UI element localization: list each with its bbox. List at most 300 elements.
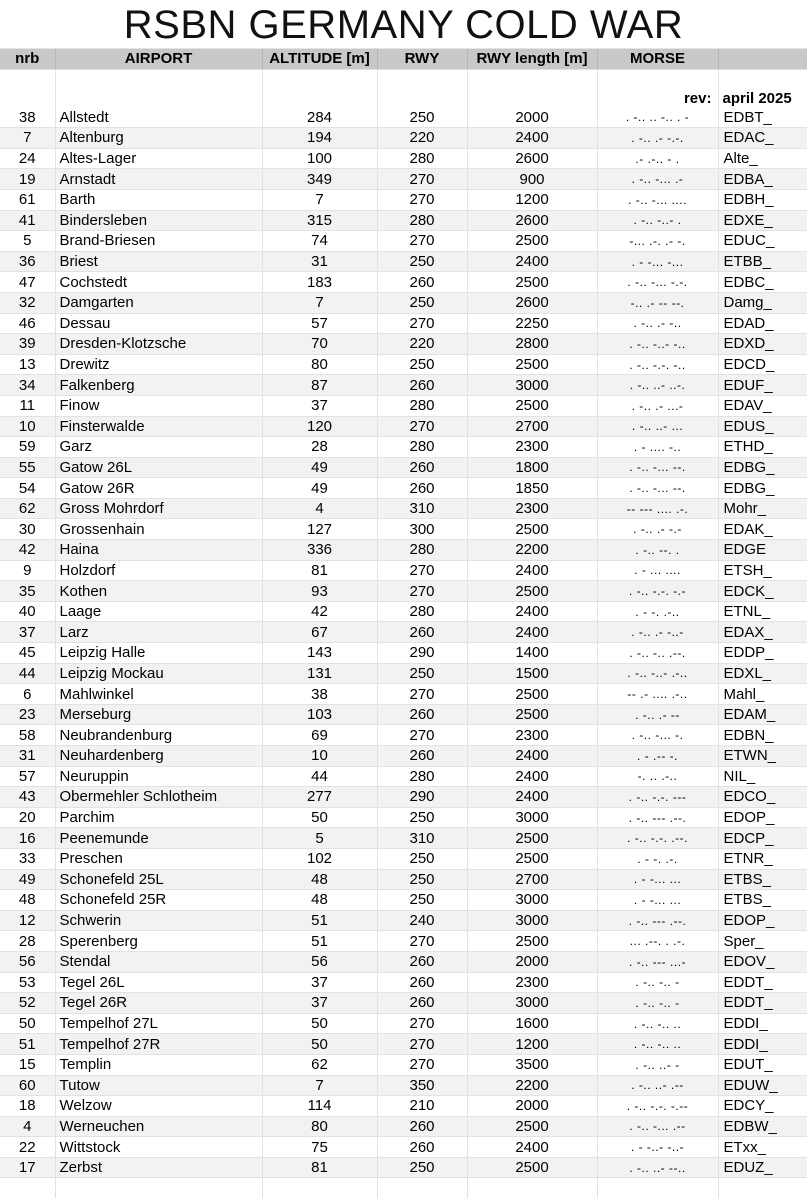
cell-airport[interactable]: Larz bbox=[55, 622, 262, 643]
cell-code[interactable]: EDBW_ bbox=[718, 1116, 807, 1137]
cell-morse[interactable]: . -.. ..- ..-. bbox=[597, 375, 718, 396]
cell-altitude[interactable]: 183 bbox=[262, 272, 377, 293]
cell-morse[interactable]: . -.. -... .- bbox=[597, 169, 718, 190]
cell[interactable] bbox=[377, 1178, 467, 1198]
cell-morse[interactable]: . -.. .- ...- bbox=[597, 395, 718, 416]
cell-altitude[interactable]: 57 bbox=[262, 313, 377, 334]
cell-morse[interactable]: . -.. --. . bbox=[597, 540, 718, 561]
cell-rwy[interactable]: 260 bbox=[377, 1137, 467, 1158]
cell-altitude[interactable]: 49 bbox=[262, 478, 377, 499]
cell-nrb[interactable]: 28 bbox=[0, 931, 55, 952]
cell-rwy-length[interactable]: 2500 bbox=[467, 272, 597, 293]
cell-rwy-length[interactable]: 2500 bbox=[467, 828, 597, 849]
cell-code[interactable]: EDCO_ bbox=[718, 787, 807, 808]
cell-rwy-length[interactable]: 2400 bbox=[467, 560, 597, 581]
cell-altitude[interactable]: 284 bbox=[262, 108, 377, 128]
cell-rwy[interactable]: 260 bbox=[377, 457, 467, 478]
cell-nrb[interactable]: 40 bbox=[0, 601, 55, 622]
cell-rwy[interactable]: 250 bbox=[377, 354, 467, 375]
cell-altitude[interactable]: 67 bbox=[262, 622, 377, 643]
cell-nrb[interactable]: 47 bbox=[0, 272, 55, 293]
cell-code[interactable]: EDAX_ bbox=[718, 622, 807, 643]
header-nrb[interactable]: nrb bbox=[0, 49, 55, 69]
cell-nrb[interactable]: 19 bbox=[0, 169, 55, 190]
cell[interactable] bbox=[55, 69, 262, 89]
cell-rwy[interactable]: 260 bbox=[377, 951, 467, 972]
cell-airport[interactable]: Damgarten bbox=[55, 292, 262, 313]
cell-rwy[interactable]: 270 bbox=[377, 684, 467, 705]
cell[interactable] bbox=[0, 1178, 55, 1198]
cell-rwy-length[interactable]: 2800 bbox=[467, 334, 597, 355]
cell-rwy[interactable]: 250 bbox=[377, 251, 467, 272]
cell-nrb[interactable]: 50 bbox=[0, 1013, 55, 1034]
cell-nrb[interactable]: 51 bbox=[0, 1034, 55, 1055]
cell-nrb[interactable]: 54 bbox=[0, 478, 55, 499]
cell-rwy-length[interactable]: 3000 bbox=[467, 910, 597, 931]
revision-value[interactable]: april 2025 bbox=[718, 89, 807, 108]
cell-rwy-length[interactable]: 2400 bbox=[467, 787, 597, 808]
cell-code[interactable]: EDDI_ bbox=[718, 1013, 807, 1034]
cell-code[interactable]: Mahl_ bbox=[718, 684, 807, 705]
cell-rwy-length[interactable]: 3000 bbox=[467, 890, 597, 911]
cell-rwy-length[interactable]: 2500 bbox=[467, 704, 597, 725]
cell-airport[interactable]: Schonefeld 25L bbox=[55, 869, 262, 890]
cell-altitude[interactable]: 349 bbox=[262, 169, 377, 190]
cell-altitude[interactable]: 37 bbox=[262, 993, 377, 1014]
cell[interactable] bbox=[377, 89, 467, 108]
cell-rwy-length[interactable]: 1600 bbox=[467, 1013, 597, 1034]
cell-morse[interactable]: . -.. -.-. --- bbox=[597, 787, 718, 808]
cell-nrb[interactable]: 32 bbox=[0, 292, 55, 313]
cell-morse[interactable]: . -.. -.-. -.- bbox=[597, 581, 718, 602]
cell-altitude[interactable]: 49 bbox=[262, 457, 377, 478]
cell-nrb[interactable]: 24 bbox=[0, 148, 55, 169]
cell-airport[interactable]: Altes-Lager bbox=[55, 148, 262, 169]
cell[interactable] bbox=[597, 69, 718, 89]
cell-rwy[interactable]: 310 bbox=[377, 498, 467, 519]
header-morse[interactable]: MORSE bbox=[597, 49, 718, 69]
cell-morse[interactable]: . -.. -.. - bbox=[597, 972, 718, 993]
cell-airport[interactable]: Neuhardenberg bbox=[55, 746, 262, 767]
cell-code[interactable]: EDUZ_ bbox=[718, 1157, 807, 1178]
cell-morse[interactable]: . -.. -... .... bbox=[597, 189, 718, 210]
cell-altitude[interactable]: 4 bbox=[262, 498, 377, 519]
cell-rwy-length[interactable]: 2400 bbox=[467, 128, 597, 149]
cell-airport[interactable]: Arnstadt bbox=[55, 169, 262, 190]
cell-rwy[interactable]: 280 bbox=[377, 601, 467, 622]
cell-code[interactable]: EDBN_ bbox=[718, 725, 807, 746]
cell-morse[interactable]: . -.. -.. .. bbox=[597, 1034, 718, 1055]
cell-rwy-length[interactable]: 2200 bbox=[467, 1075, 597, 1096]
cell-nrb[interactable]: 6 bbox=[0, 684, 55, 705]
cell-rwy[interactable]: 290 bbox=[377, 787, 467, 808]
cell-nrb[interactable]: 38 bbox=[0, 108, 55, 128]
cell-altitude[interactable]: 336 bbox=[262, 540, 377, 561]
cell-morse[interactable]: . -.. -..- . bbox=[597, 210, 718, 231]
cell-airport[interactable]: Holzdorf bbox=[55, 560, 262, 581]
cell-rwy[interactable]: 270 bbox=[377, 1054, 467, 1075]
cell-nrb[interactable]: 41 bbox=[0, 210, 55, 231]
header-rwy[interactable]: RWY bbox=[377, 49, 467, 69]
cell[interactable] bbox=[467, 89, 597, 108]
cell-airport[interactable]: Briest bbox=[55, 251, 262, 272]
cell-nrb[interactable]: 36 bbox=[0, 251, 55, 272]
cell-nrb[interactable]: 11 bbox=[0, 395, 55, 416]
cell-rwy-length[interactable]: 1500 bbox=[467, 663, 597, 684]
cell-rwy[interactable]: 240 bbox=[377, 910, 467, 931]
cell-nrb[interactable]: 52 bbox=[0, 993, 55, 1014]
cell-nrb[interactable]: 30 bbox=[0, 519, 55, 540]
cell-nrb[interactable]: 42 bbox=[0, 540, 55, 561]
cell-airport[interactable]: Garz bbox=[55, 437, 262, 458]
cell-airport[interactable]: Falkenberg bbox=[55, 375, 262, 396]
cell-morse[interactable]: . -.. --- ...- bbox=[597, 951, 718, 972]
cell-code[interactable]: NIL_ bbox=[718, 766, 807, 787]
cell-airport[interactable]: Gross Mohrdorf bbox=[55, 498, 262, 519]
cell-morse[interactable]: . -.. ..- ... bbox=[597, 416, 718, 437]
cell-code[interactable]: EDBG_ bbox=[718, 457, 807, 478]
cell-rwy[interactable]: 250 bbox=[377, 869, 467, 890]
cell-code[interactable]: EDBC_ bbox=[718, 272, 807, 293]
cell-nrb[interactable]: 60 bbox=[0, 1075, 55, 1096]
cell-morse[interactable]: ... .--. . .-. bbox=[597, 931, 718, 952]
cell-morse[interactable]: -- --- .... .-. bbox=[597, 498, 718, 519]
cell-code[interactable]: EDCY_ bbox=[718, 1096, 807, 1117]
cell-code[interactable]: EDAK_ bbox=[718, 519, 807, 540]
cell-rwy-length[interactable]: 2700 bbox=[467, 416, 597, 437]
cell-rwy[interactable]: 310 bbox=[377, 828, 467, 849]
cell-rwy-length[interactable]: 2300 bbox=[467, 972, 597, 993]
cell-morse[interactable]: -- .- .... .-.. bbox=[597, 684, 718, 705]
cell-morse[interactable]: . -.. ..- .-- bbox=[597, 1075, 718, 1096]
cell-nrb[interactable]: 16 bbox=[0, 828, 55, 849]
cell-nrb[interactable]: 22 bbox=[0, 1137, 55, 1158]
cell-airport[interactable]: Grossenhain bbox=[55, 519, 262, 540]
cell-altitude[interactable]: 50 bbox=[262, 1034, 377, 1055]
cell-altitude[interactable]: 42 bbox=[262, 601, 377, 622]
cell-altitude[interactable]: 37 bbox=[262, 395, 377, 416]
cell-rwy-length[interactable]: 2500 bbox=[467, 1116, 597, 1137]
cell-code[interactable]: EDUC_ bbox=[718, 231, 807, 252]
cell-morse[interactable]: . - -... -... bbox=[597, 251, 718, 272]
cell-rwy-length[interactable]: 2000 bbox=[467, 951, 597, 972]
cell-rwy[interactable]: 270 bbox=[377, 189, 467, 210]
cell-airport[interactable]: Drewitz bbox=[55, 354, 262, 375]
cell-code[interactable]: EDDT_ bbox=[718, 993, 807, 1014]
cell[interactable] bbox=[377, 69, 467, 89]
cell-morse[interactable]: . -.. .- -.. bbox=[597, 313, 718, 334]
cell-rwy[interactable]: 270 bbox=[377, 169, 467, 190]
cell-morse[interactable]: . -.. -... -. bbox=[597, 725, 718, 746]
cell-altitude[interactable]: 48 bbox=[262, 869, 377, 890]
cell-airport[interactable]: Tempelhof 27L bbox=[55, 1013, 262, 1034]
cell-morse[interactable]: . - ... .... bbox=[597, 560, 718, 581]
cell-code[interactable]: EDCK_ bbox=[718, 581, 807, 602]
cell-airport[interactable]: Schwerin bbox=[55, 910, 262, 931]
cell-rwy-length[interactable]: 900 bbox=[467, 169, 597, 190]
cell-rwy-length[interactable]: 2400 bbox=[467, 622, 597, 643]
cell-airport[interactable]: Leipzig Mockau bbox=[55, 663, 262, 684]
cell-rwy[interactable]: 270 bbox=[377, 931, 467, 952]
cell-rwy-length[interactable]: 1800 bbox=[467, 457, 597, 478]
cell-morse[interactable]: . -.. --- .--. bbox=[597, 910, 718, 931]
cell-altitude[interactable]: 51 bbox=[262, 910, 377, 931]
cell-nrb[interactable]: 23 bbox=[0, 704, 55, 725]
cell-airport[interactable]: Templin bbox=[55, 1054, 262, 1075]
cell-nrb[interactable]: 46 bbox=[0, 313, 55, 334]
cell-rwy-length[interactable]: 2500 bbox=[467, 581, 597, 602]
cell-airport[interactable]: Preschen bbox=[55, 848, 262, 869]
cell-airport[interactable]: Neuruppin bbox=[55, 766, 262, 787]
header-rwy-length[interactable]: RWY length [m] bbox=[467, 49, 597, 69]
cell-rwy-length[interactable]: 2300 bbox=[467, 725, 597, 746]
cell-airport[interactable]: Parchim bbox=[55, 807, 262, 828]
cell-code[interactable]: EDCP_ bbox=[718, 828, 807, 849]
cell-rwy-length[interactable]: 2700 bbox=[467, 869, 597, 890]
cell-rwy[interactable]: 280 bbox=[377, 148, 467, 169]
cell-altitude[interactable]: 50 bbox=[262, 807, 377, 828]
cell-code[interactable]: Alte_ bbox=[718, 148, 807, 169]
cell-rwy-length[interactable]: 2500 bbox=[467, 395, 597, 416]
cell-rwy[interactable]: 250 bbox=[377, 848, 467, 869]
cell-nrb[interactable]: 10 bbox=[0, 416, 55, 437]
cell-rwy[interactable]: 270 bbox=[377, 1034, 467, 1055]
cell[interactable] bbox=[467, 1178, 597, 1198]
cell-code[interactable]: EDGE bbox=[718, 540, 807, 561]
cell-code[interactable]: EDDI_ bbox=[718, 1034, 807, 1055]
cell-altitude[interactable]: 131 bbox=[262, 663, 377, 684]
cell-rwy[interactable]: 250 bbox=[377, 890, 467, 911]
cell-rwy[interactable]: 280 bbox=[377, 395, 467, 416]
cell-airport[interactable]: Barth bbox=[55, 189, 262, 210]
cell-rwy[interactable]: 270 bbox=[377, 416, 467, 437]
cell[interactable] bbox=[597, 1178, 718, 1198]
cell-nrb[interactable]: 15 bbox=[0, 1054, 55, 1075]
cell-morse[interactable]: . - .... -.. bbox=[597, 437, 718, 458]
cell-airport[interactable]: Dresden-Klotzsche bbox=[55, 334, 262, 355]
cell-rwy-length[interactable]: 2000 bbox=[467, 108, 597, 128]
cell-morse[interactable]: -. .. .-.. bbox=[597, 766, 718, 787]
cell-rwy-length[interactable]: 2500 bbox=[467, 354, 597, 375]
cell-rwy-length[interactable]: 1850 bbox=[467, 478, 597, 499]
cell-nrb[interactable]: 58 bbox=[0, 725, 55, 746]
cell-airport[interactable]: Stendal bbox=[55, 951, 262, 972]
cell-code[interactable]: EDUT_ bbox=[718, 1054, 807, 1075]
cell-rwy[interactable]: 270 bbox=[377, 581, 467, 602]
cell-altitude[interactable]: 48 bbox=[262, 890, 377, 911]
cell[interactable] bbox=[55, 1178, 262, 1198]
cell-code[interactable]: Damg_ bbox=[718, 292, 807, 313]
cell-nrb[interactable]: 9 bbox=[0, 560, 55, 581]
cell-nrb[interactable]: 45 bbox=[0, 643, 55, 664]
cell-nrb[interactable]: 55 bbox=[0, 457, 55, 478]
cell-nrb[interactable]: 62 bbox=[0, 498, 55, 519]
cell-code[interactable]: EDOV_ bbox=[718, 951, 807, 972]
cell-rwy-length[interactable]: 2400 bbox=[467, 746, 597, 767]
cell-morse[interactable]: . - -. .-.. bbox=[597, 601, 718, 622]
cell-altitude[interactable]: 120 bbox=[262, 416, 377, 437]
cell-code[interactable]: ETBB_ bbox=[718, 251, 807, 272]
cell-nrb[interactable]: 53 bbox=[0, 972, 55, 993]
cell-morse[interactable]: . -.. -.. .--. bbox=[597, 643, 718, 664]
cell-airport[interactable]: Kothen bbox=[55, 581, 262, 602]
cell-rwy-length[interactable]: 2600 bbox=[467, 210, 597, 231]
cell-airport[interactable]: Altenburg bbox=[55, 128, 262, 149]
cell-rwy[interactable]: 350 bbox=[377, 1075, 467, 1096]
cell-nrb[interactable]: 37 bbox=[0, 622, 55, 643]
cell-code[interactable]: ETHD_ bbox=[718, 437, 807, 458]
cell-rwy[interactable]: 270 bbox=[377, 313, 467, 334]
cell-rwy-length[interactable]: 2200 bbox=[467, 540, 597, 561]
cell-rwy[interactable]: 250 bbox=[377, 663, 467, 684]
cell-nrb[interactable]: 34 bbox=[0, 375, 55, 396]
cell-altitude[interactable]: 81 bbox=[262, 560, 377, 581]
cell-code[interactable]: EDXL_ bbox=[718, 663, 807, 684]
cell-altitude[interactable]: 114 bbox=[262, 1096, 377, 1117]
cell-altitude[interactable]: 75 bbox=[262, 1137, 377, 1158]
cell-airport[interactable]: Wittstock bbox=[55, 1137, 262, 1158]
cell-rwy-length[interactable]: 2500 bbox=[467, 684, 597, 705]
cell-altitude[interactable]: 315 bbox=[262, 210, 377, 231]
cell-altitude[interactable]: 44 bbox=[262, 766, 377, 787]
cell-rwy[interactable]: 250 bbox=[377, 1157, 467, 1178]
cell-rwy[interactable]: 280 bbox=[377, 766, 467, 787]
cell-code[interactable]: EDBA_ bbox=[718, 169, 807, 190]
cell-rwy[interactable]: 210 bbox=[377, 1096, 467, 1117]
cell-rwy-length[interactable]: 1400 bbox=[467, 643, 597, 664]
cell-rwy[interactable]: 260 bbox=[377, 746, 467, 767]
cell-code[interactable]: EDOP_ bbox=[718, 807, 807, 828]
cell-nrb[interactable]: 61 bbox=[0, 189, 55, 210]
cell-morse[interactable]: . -.. --- .--. bbox=[597, 807, 718, 828]
cell-rwy-length[interactable]: 2300 bbox=[467, 437, 597, 458]
header-code[interactable] bbox=[718, 49, 807, 69]
cell[interactable] bbox=[718, 1178, 807, 1198]
cell-rwy[interactable]: 250 bbox=[377, 108, 467, 128]
cell-morse[interactable]: . -.. -... --. bbox=[597, 457, 718, 478]
cell-altitude[interactable]: 87 bbox=[262, 375, 377, 396]
cell-nrb[interactable]: 20 bbox=[0, 807, 55, 828]
cell-altitude[interactable]: 127 bbox=[262, 519, 377, 540]
cell-code[interactable]: EDDP_ bbox=[718, 643, 807, 664]
cell-airport[interactable]: Zerbst bbox=[55, 1157, 262, 1178]
cell-code[interactable]: EDDT_ bbox=[718, 972, 807, 993]
cell-altitude[interactable]: 103 bbox=[262, 704, 377, 725]
cell-nrb[interactable]: 35 bbox=[0, 581, 55, 602]
cell-altitude[interactable]: 81 bbox=[262, 1157, 377, 1178]
cell[interactable] bbox=[262, 1178, 377, 1198]
cell-altitude[interactable]: 7 bbox=[262, 189, 377, 210]
cell-morse[interactable]: . - -..- -..- bbox=[597, 1137, 718, 1158]
cell-nrb[interactable]: 4 bbox=[0, 1116, 55, 1137]
cell-morse[interactable]: . -.. -.. - bbox=[597, 993, 718, 1014]
cell-airport[interactable]: Bindersleben bbox=[55, 210, 262, 231]
cell-nrb[interactable]: 48 bbox=[0, 890, 55, 911]
cell-morse[interactable]: -.. .- -- --. bbox=[597, 292, 718, 313]
cell-altitude[interactable]: 80 bbox=[262, 1116, 377, 1137]
cell-rwy[interactable]: 260 bbox=[377, 704, 467, 725]
cell-morse[interactable]: . -.. -..- .-.. bbox=[597, 663, 718, 684]
cell-morse[interactable]: . -.. .- -..- bbox=[597, 622, 718, 643]
cell-morse[interactable]: . -.. -.. .. bbox=[597, 1013, 718, 1034]
cell-nrb[interactable]: 5 bbox=[0, 231, 55, 252]
cell-altitude[interactable]: 143 bbox=[262, 643, 377, 664]
cell-rwy-length[interactable]: 2500 bbox=[467, 231, 597, 252]
cell-airport[interactable]: Gatow 26R bbox=[55, 478, 262, 499]
cell-airport[interactable]: Leipzig Halle bbox=[55, 643, 262, 664]
cell-rwy[interactable]: 300 bbox=[377, 519, 467, 540]
cell-altitude[interactable]: 38 bbox=[262, 684, 377, 705]
cell-altitude[interactable]: 56 bbox=[262, 951, 377, 972]
cell[interactable] bbox=[718, 69, 807, 89]
cell-airport[interactable]: Merseburg bbox=[55, 704, 262, 725]
cell-code[interactable]: EDCD_ bbox=[718, 354, 807, 375]
cell-nrb[interactable]: 59 bbox=[0, 437, 55, 458]
cell-airport[interactable]: Welzow bbox=[55, 1096, 262, 1117]
cell-code[interactable]: EDAM_ bbox=[718, 704, 807, 725]
cell-airport[interactable]: Obermehler Schlotheim bbox=[55, 787, 262, 808]
cell-rwy-length[interactable]: 3000 bbox=[467, 375, 597, 396]
cell-rwy-length[interactable]: 2500 bbox=[467, 848, 597, 869]
cell-code[interactable]: Mohr_ bbox=[718, 498, 807, 519]
cell-rwy[interactable]: 270 bbox=[377, 560, 467, 581]
cell-morse[interactable]: . -.. .- -.- bbox=[597, 519, 718, 540]
cell-code[interactable]: EDBH_ bbox=[718, 189, 807, 210]
cell-morse[interactable]: . - -... ... bbox=[597, 869, 718, 890]
header-airport[interactable]: AIRPORT bbox=[55, 49, 262, 69]
cell-nrb[interactable]: 17 bbox=[0, 1157, 55, 1178]
cell-rwy[interactable]: 290 bbox=[377, 643, 467, 664]
cell-code[interactable]: EDUW_ bbox=[718, 1075, 807, 1096]
cell-rwy-length[interactable]: 2300 bbox=[467, 498, 597, 519]
cell-airport[interactable]: Sperenberg bbox=[55, 931, 262, 952]
cell-rwy-length[interactable]: 1200 bbox=[467, 1034, 597, 1055]
cell-rwy[interactable]: 220 bbox=[377, 334, 467, 355]
cell-nrb[interactable]: 31 bbox=[0, 746, 55, 767]
cell-code[interactable]: ETNL_ bbox=[718, 601, 807, 622]
cell-rwy-length[interactable]: 2400 bbox=[467, 251, 597, 272]
cell-altitude[interactable]: 51 bbox=[262, 931, 377, 952]
cell-nrb[interactable]: 18 bbox=[0, 1096, 55, 1117]
cell-rwy[interactable]: 260 bbox=[377, 622, 467, 643]
cell-nrb[interactable]: 7 bbox=[0, 128, 55, 149]
cell-altitude[interactable]: 28 bbox=[262, 437, 377, 458]
cell-altitude[interactable]: 74 bbox=[262, 231, 377, 252]
cell-altitude[interactable]: 62 bbox=[262, 1054, 377, 1075]
cell-rwy[interactable]: 280 bbox=[377, 210, 467, 231]
cell-nrb[interactable]: 12 bbox=[0, 910, 55, 931]
cell-airport[interactable]: Mahlwinkel bbox=[55, 684, 262, 705]
cell-rwy[interactable]: 280 bbox=[377, 437, 467, 458]
cell-code[interactable]: ETNR_ bbox=[718, 848, 807, 869]
cell[interactable] bbox=[467, 69, 597, 89]
cell-nrb[interactable]: 57 bbox=[0, 766, 55, 787]
cell-rwy[interactable]: 260 bbox=[377, 972, 467, 993]
cell-code[interactable]: EDUS_ bbox=[718, 416, 807, 437]
cell-altitude[interactable]: 277 bbox=[262, 787, 377, 808]
cell[interactable] bbox=[0, 89, 55, 108]
cell-code[interactable]: EDBT_ bbox=[718, 108, 807, 128]
cell-rwy-length[interactable]: 2600 bbox=[467, 292, 597, 313]
cell-morse[interactable]: . -.. ..- --.. bbox=[597, 1157, 718, 1178]
cell-altitude[interactable]: 70 bbox=[262, 334, 377, 355]
cell-airport[interactable]: Schonefeld 25R bbox=[55, 890, 262, 911]
cell-airport[interactable]: Tegel 26L bbox=[55, 972, 262, 993]
cell-rwy-length[interactable]: 2500 bbox=[467, 1157, 597, 1178]
cell-rwy[interactable]: 260 bbox=[377, 478, 467, 499]
cell-code[interactable]: EDBG_ bbox=[718, 478, 807, 499]
cell-code[interactable]: EDAD_ bbox=[718, 313, 807, 334]
